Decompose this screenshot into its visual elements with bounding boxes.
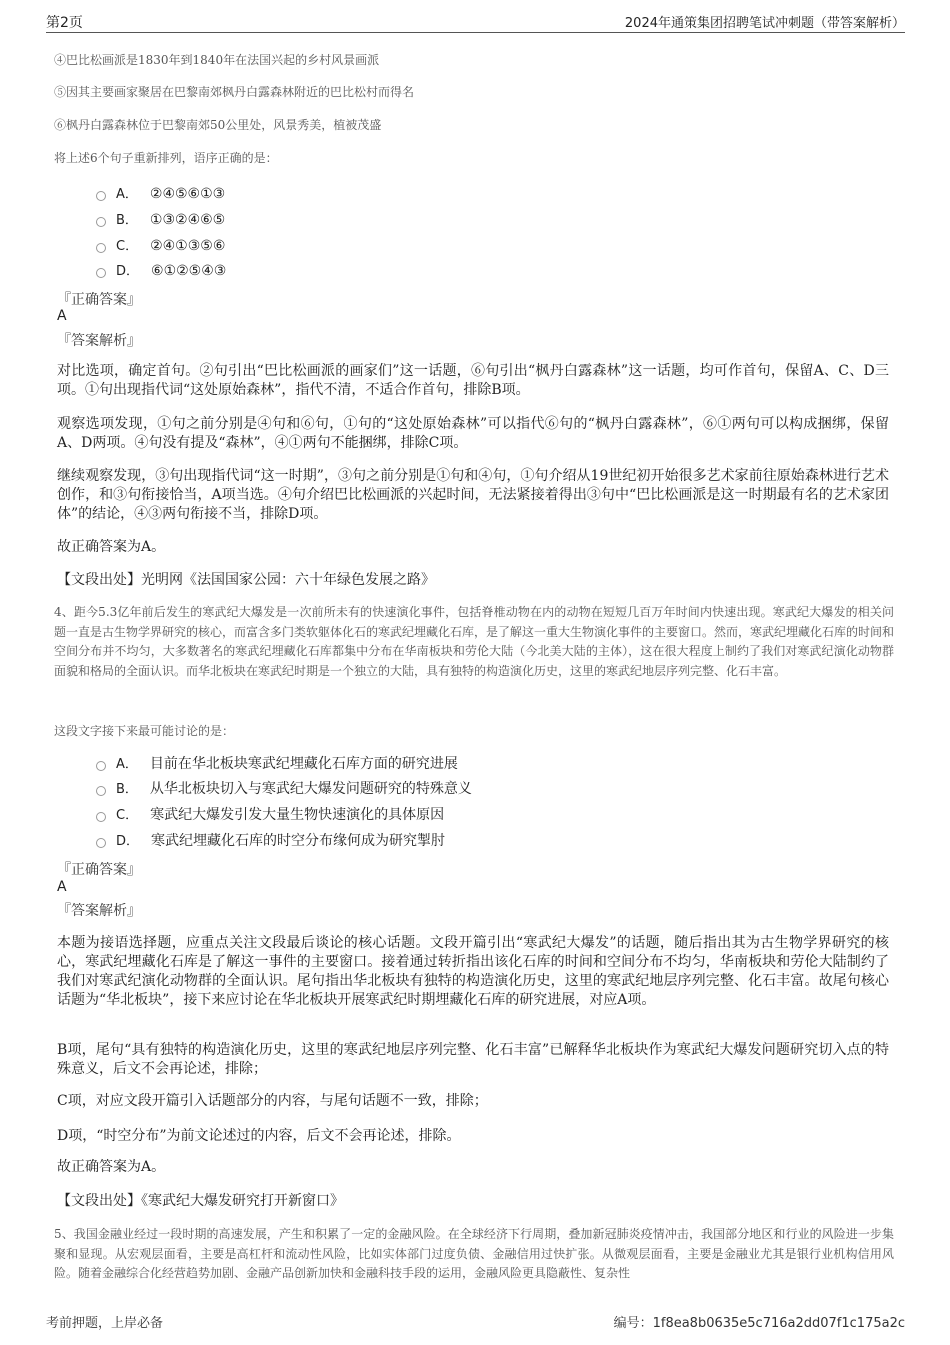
radio-icon[interactable] xyxy=(96,761,106,771)
q3-option-b[interactable]: B． ①③②④⑥⑤ xyxy=(96,210,225,230)
radio-icon[interactable] xyxy=(96,838,106,848)
footer-slogan: 考前押题，上岸必备 xyxy=(46,1316,164,1331)
q4-stem: 4、距今5.3亿年前后发生的寒武纪大爆发是一次前所未有的快速演化事件，包括脊椎动物在内的动物在短短几百万年时间内快速出现。寒武纪大爆发的相关问题一直是古生物学界研究的核心，而富含多门类软躯体化石的寒武纪埋藏化石库，是了解这一重大生物演化事件的主要窗口。然而，寒武纪埋藏化石库的时间和空间分布并不均匀，大多数著名的寒武纪埋藏化石库都集中分布在华南板块和劳伦大陆（今北美大陆的主体），这在很大程度上制约了我们对寒武纪演化动物群面貌和格局的全面认识。而华北板块在寒武纪时期是一个独立的大陆，具有独特的构造演化历史，这里的寒武纪地层序列完整、化石丰富。 xyxy=(54,605,895,678)
page-number: 第2页 xyxy=(46,15,83,31)
q5-stem: 5、我国金融业经过一段时期的高速发展，产生和积累了一定的金融风险。在全球经济下行周期，叠加新冠肺炎疫情冲击，我国部分地区和行业的风险进一步集聚和显现。从宏观层面看，主要是高杠杆和流动性风险，比如实体部门过度负债、金融信用过快扩张。从微观层面看，主要是金融业尤其是银行业机构信用风险。随着金融综合化经营趋势加剧、金融产品创新加快和金融科技手段的运用，金融风险更具隐蔽性、复杂性 xyxy=(54,1227,894,1280)
q4-analysis-2: B项，尾句“具有独特的构造演化历史，这里的寒武纪地层序列完整、化石丰富”已解释华北板块作为寒武纪大爆发问题研究切入点的特殊意义，后文不会再论述，排除； xyxy=(57,1042,889,1077)
q3-sentence-4: ④巴比松画派是1830年到1840年在法国兴起的乡村风景画派 xyxy=(54,53,380,67)
document-title: 2024年通策集团招聘笔试冲刺题（带答案解析） xyxy=(624,16,905,31)
q3-prompt: 将上述6个句子重新排列，语序正确的是： xyxy=(54,151,278,165)
q4-option-d[interactable]: D． 寒武纪埋藏化石库的时空分布缘何成为研究掣肘 xyxy=(96,831,445,851)
q4-analysis-4: D项，“时空分布”为前文论述过的内容，后文不会再论述，排除。 xyxy=(57,1128,461,1144)
q3-source: 【文段出处】光明网《法国国家公园：六十年绿色发展之路》 xyxy=(57,572,435,588)
q3-answer-label: 『正确答案』 xyxy=(57,292,141,308)
q3-analysis-3: 继续观察发现，③句出现指代词“这一时期”，③句之前分别是①句和④句，①句介绍从19世纪初开始很多艺术家前往原始森林进行艺术创作，和③句衔接恰当，A项当选。④句介绍巴比松画派的兴起时间，无法紧接着得出③句中“巴比松画派是这一时期最有名的艺术家团体”的结论，④③两句衔接不当，排除D项。 xyxy=(57,468,889,522)
footer-code xyxy=(614,1312,905,1331)
q4-answer: A xyxy=(57,879,67,895)
q3-analysis-label: 『答案解析』 xyxy=(57,333,141,349)
radio-icon[interactable] xyxy=(96,268,106,278)
q3-analysis-2: 观察选项发现，①句之前分别是④句和⑥句，①句的“这处原始森林”可以指代⑥句的“枫丹白露森林”，⑥①两句可以构成捆绑，保留A、D两项。④句没有提及“森林”，④①两句不能捆绑，排除C项。 xyxy=(57,416,889,451)
q3-answer: A xyxy=(57,308,67,324)
q4-answer-label: 『正确答案』 xyxy=(57,862,141,878)
radio-icon[interactable] xyxy=(96,812,106,822)
q4-analysis-5: 故正确答案为A。 xyxy=(57,1159,166,1175)
q4-analysis-1: 本题为接语选择题，应重点关注文段最后谈论的核心话题。文段开篇引出“寒武纪大爆发”的话题，随后指出其为古生物学界研究的核心，寒武纪埋藏化石库是了解这一事件的主要窗口。接着通过转折指出该化石库的时间和空间分布不均匀，华南板块和劳伦大陆制约了我们对寒武纪演化动物群的全面认识。尾句指出华北板块有独特的构造演化历史，这里的寒武纪地层序列完整、化石丰富。故尾句核心话题为“华北板块”，接下来应讨论在华北板块开展寒武纪时期埋藏化石库的研究进展，对应A项。 xyxy=(57,935,889,1008)
q3-option-c[interactable]: C． ②④①③⑤⑥ xyxy=(96,236,225,256)
q3-sentence-5: ⑤因其主要画家聚居在巴黎南郊枫丹白露森林附近的巴比松村而得名 xyxy=(54,85,415,99)
q4-analysis-label: 『答案解析』 xyxy=(57,903,141,919)
q4-prompt: 这段文字接下来最可能讨论的是： xyxy=(54,724,235,738)
q4-analysis-3: C项，对应文段开篇引入话题部分的内容，与尾句话题不一致，排除； xyxy=(57,1093,488,1109)
q4-option-a[interactable]: A． 目前在华北板块寒武纪埋藏化石库方面的研究进展 xyxy=(96,754,458,774)
q3-option-d[interactable]: D． ⑥①②⑤④③ xyxy=(96,261,226,281)
footer-code-label: 编号： xyxy=(613,1316,653,1331)
q4-source: 【文段出处】《寒武纪大爆发研究打开新窗口》 xyxy=(57,1193,344,1209)
q3-sentence-6: ⑥枫丹白露森林位于巴黎南郊50公里处，风景秀美，植被茂盛 xyxy=(54,118,382,132)
radio-icon[interactable] xyxy=(96,786,106,796)
q3-analysis-4: 故正确答案为A。 xyxy=(57,539,166,555)
q3-option-a[interactable]: A． ②④⑤⑥①③ xyxy=(96,184,225,204)
page-header xyxy=(46,12,905,33)
footer-code-value: 1f8ea8b0635e5c716a2dd07f1c175a2c xyxy=(652,1316,905,1331)
q4-option-c[interactable]: C． 寒武纪大爆发引发大量生物快速演化的具体原因 xyxy=(96,805,444,825)
radio-icon[interactable] xyxy=(96,191,106,201)
radio-icon[interactable] xyxy=(96,217,106,227)
q4-option-b[interactable]: B． 从华北板块切入与寒武纪大爆发问题研究的特殊意义 xyxy=(96,779,472,799)
q3-analysis-1: 对比选项，确定首句。②句引出“巴比松画派的画家们”这一话题，⑥句引出“枫丹白露森林”这一话题，均可作首句，保留A、C、D三项。①句出现指代词“这处原始森林”，指代不清，不适合作首句，排除B项。 xyxy=(57,363,889,398)
radio-icon[interactable] xyxy=(96,243,106,253)
